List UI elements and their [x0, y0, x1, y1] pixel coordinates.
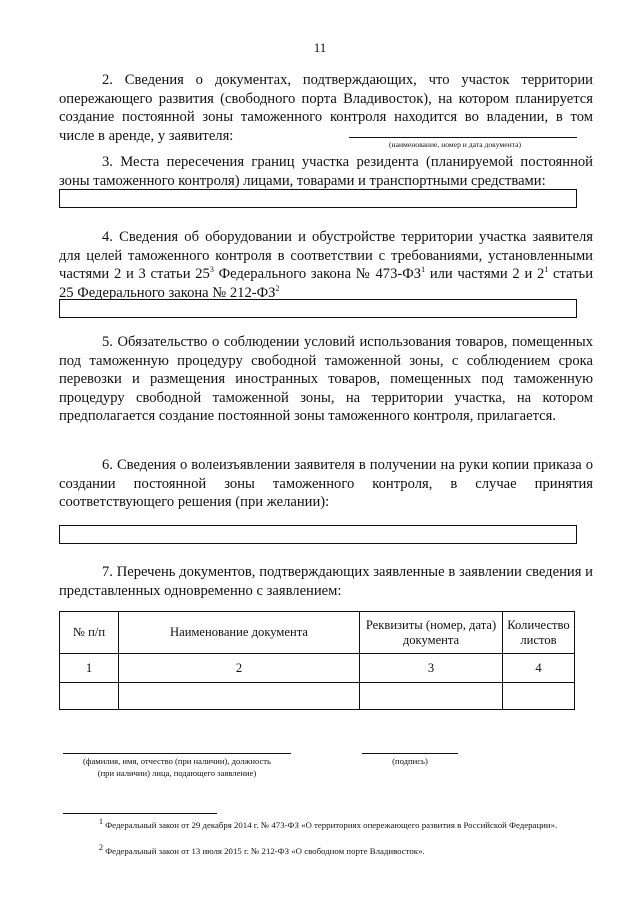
- footnote-1-text: Федеральный закон от 29 декабря 2014 г. № 473-ФЗ «О территориях опережающего развития в Российской Федерации».: [105, 820, 558, 830]
- section-6-content: 6. Сведения о волеизъявлении заявителя в получении на руки копии приказа о создании постоянной зоны таможенного контроля, в случае принятия соответствующего решения (при желании):: [59, 457, 593, 511]
- section-2-hint: (наименование, номер и дата документа): [389, 140, 521, 149]
- footnote-2: [59, 845, 593, 857]
- section-4-sup2: 1: [421, 265, 426, 275]
- documents-table: [59, 611, 575, 710]
- section-2-fill-line: [349, 137, 577, 138]
- signature-hint: (подпись): [392, 756, 428, 766]
- header-number: № п/п: [60, 612, 119, 654]
- table-cell[interactable]: [360, 683, 503, 710]
- table-numbering-row: [60, 654, 575, 683]
- signature-line: [362, 753, 458, 754]
- header-doc-name: Наименование документа: [119, 612, 360, 654]
- table-row: [60, 683, 575, 710]
- section-2-text: [59, 71, 593, 145]
- section-7-text: [59, 563, 593, 600]
- section-4-text: [59, 228, 593, 302]
- section-3-text: [59, 153, 593, 190]
- footnote-separator: [63, 813, 217, 814]
- footnote-1: [59, 819, 593, 831]
- section-3-field[interactable]: [59, 189, 577, 208]
- name-hint-1: (фамилия, имя, отчество (при наличии), должность: [83, 756, 271, 766]
- col-num-1: 1: [60, 654, 119, 683]
- header-requisites: Реквизиты (номер, дата) документа: [360, 612, 503, 654]
- section-4-sup3: 1: [544, 265, 549, 275]
- section-5-content: 5. Обязательство о соблюдении условий использования товаров, помещенных под таможенную процедуру свободной таможенной зоны, с соблюдением срока перевозки и размещения иностранных товаров, помещенных под таможенную процедуру свободной таможенной зоны, на территории участка, на котором предполагается создание постоянной зоны таможенного контроля, прилагается.: [59, 334, 593, 425]
- footnote-2-text: Федеральный закон от 13 июля 2015 г. № 212-ФЗ «О свободном порте Владивосток».: [105, 846, 425, 856]
- table-header-row: [60, 612, 575, 654]
- table-cell[interactable]: [60, 683, 119, 710]
- footnote-2-mark: 2: [99, 843, 103, 853]
- name-line: [63, 753, 291, 754]
- section-6-text: [59, 456, 593, 512]
- table-cell[interactable]: [503, 683, 575, 710]
- footnote-1-mark: 1: [99, 817, 103, 827]
- section-3-content: 3. Места пересечения границ участка резидента (планируемой постоянной зоны таможенного контроля) лицами, товарами и транспортными средствами:: [59, 154, 593, 189]
- section-5-text: [59, 333, 593, 426]
- section-4-field[interactable]: [59, 299, 577, 318]
- header-sheets: Количество листов: [503, 612, 575, 654]
- section-4-sup1: 3: [209, 265, 214, 275]
- name-hint-2: (при наличии) лица, подающего заявление): [97, 768, 257, 778]
- table-cell[interactable]: [119, 683, 360, 710]
- section-4-sup4: 2: [275, 283, 280, 293]
- page-number: 11: [313, 40, 327, 55]
- section-4-line3: или частями 2 и 2: [425, 266, 545, 283]
- section-6-field[interactable]: [59, 525, 577, 544]
- col-num-2: 2: [119, 654, 360, 683]
- col-num-4: 4: [503, 654, 575, 683]
- section-4-line4: статьи 25 Федерального закона № 212-ФЗ: [59, 266, 593, 301]
- section-4-line2: Федерального закона № 473-ФЗ: [213, 266, 422, 283]
- section-7-content: 7. Перечень документов, подтверждающих заявленные в заявлении сведения и представленных одновременно с заявлением:: [59, 564, 593, 599]
- col-num-3: 3: [360, 654, 503, 683]
- section-2-content: 2. Сведения о документах, подтверждающих, что участок территории опережающего развития (свободного порта Владивосток), на котором планируется создание постоянной зоны таможенного контроля находится во владении, в том числе в аренде, у заявителя:: [59, 72, 593, 144]
- section-4-line1: 4. Сведения об оборудовании и обустройстве территории участка заявителя для целей таможенного контроля в соответствии с требованиями, установленными частями 2 и 3 статьи 25: [59, 229, 593, 283]
